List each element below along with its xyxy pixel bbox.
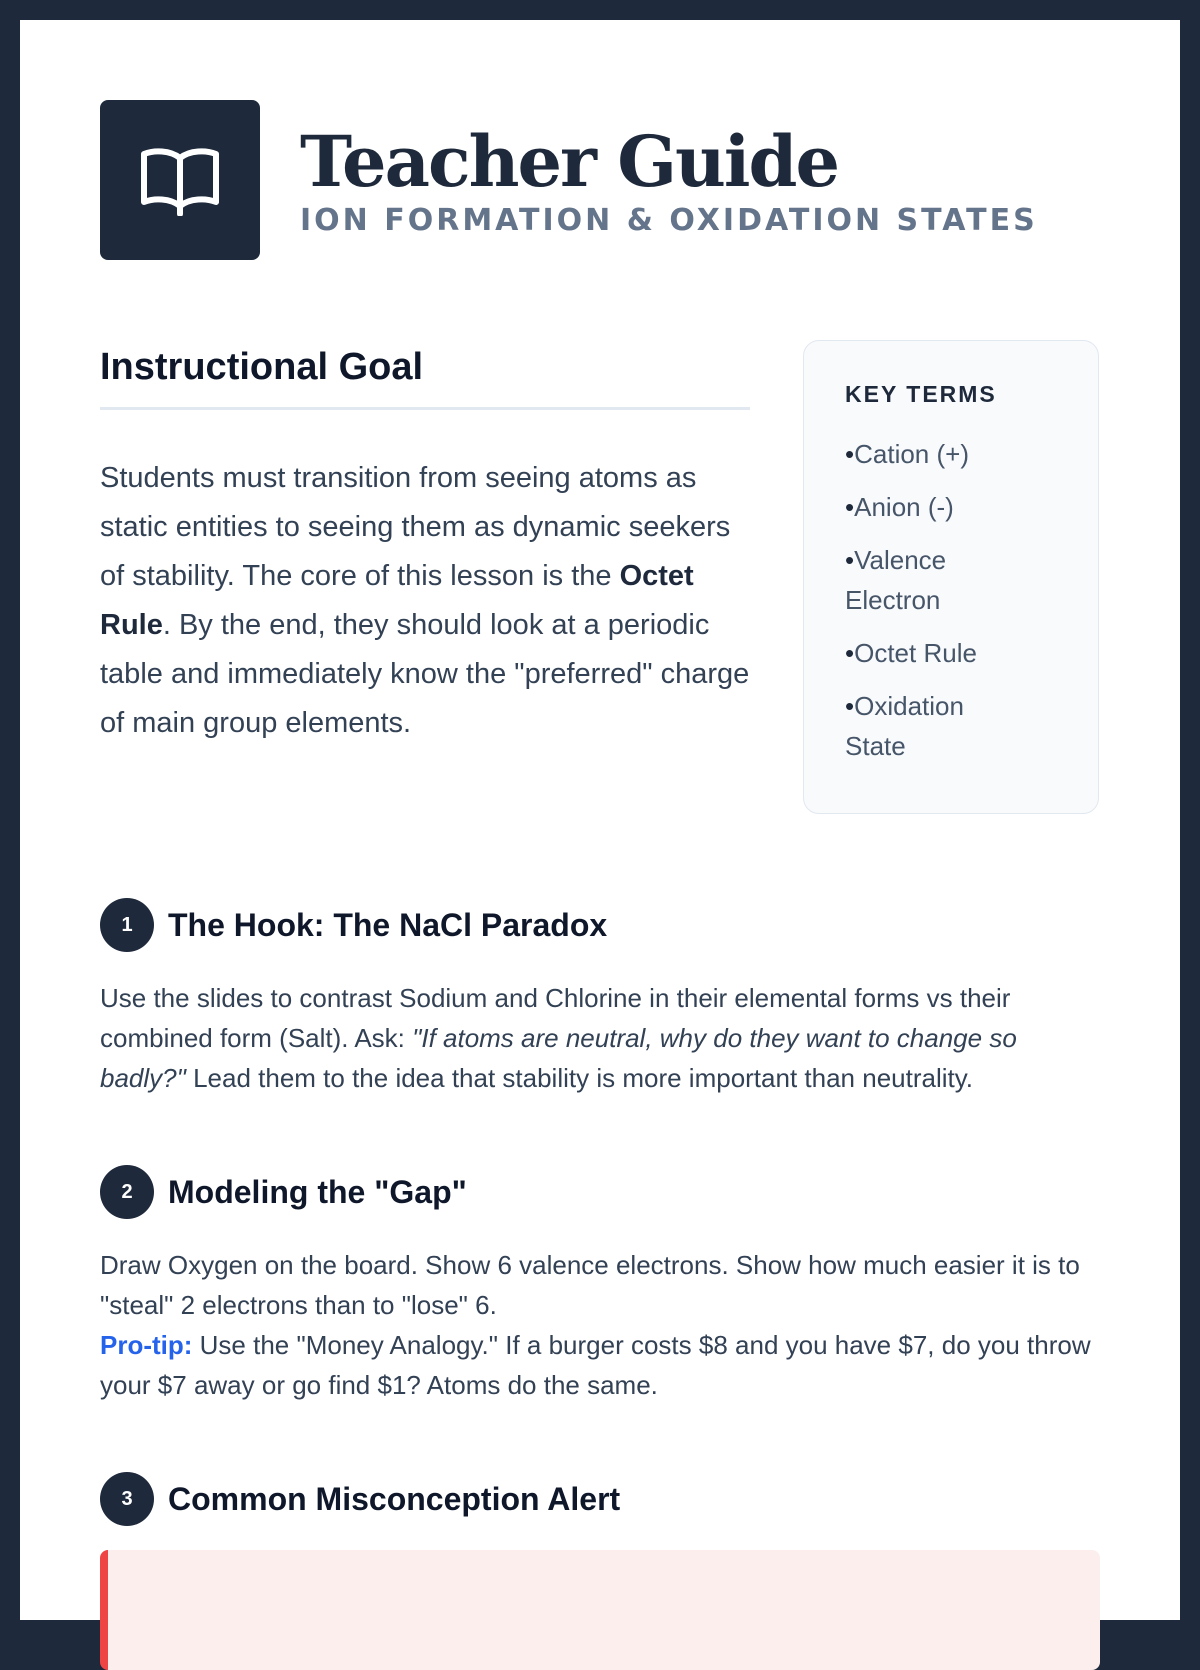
instructional-goal-text [100, 454, 750, 748]
step-number-badge: 3 [100, 1472, 154, 1526]
key-term-item: • Anion (-) [845, 487, 1058, 527]
key-terms-list [845, 434, 1058, 766]
guide-header [100, 100, 1100, 260]
step-text [100, 978, 1100, 1098]
key-term-item: • Valence Electron [845, 540, 995, 620]
step-text-question: "If atoms are neutral, why do they want to change so badly?" [100, 1023, 1017, 1093]
book-open-icon-graphic [140, 144, 220, 216]
step-text-part: Draw Oxygen on the board. Show 6 valence electrons. Show how much easier it is to "steal" 2 electrons than to "lose" 6. [100, 1250, 1080, 1320]
step-1-section [100, 898, 1100, 1098]
step-title: Modeling the "Gap" [168, 1173, 467, 1210]
step-text-part: Lead them to the idea that stability is more important than neutrality. [185, 1063, 974, 1093]
step-number-badge: 2 [100, 1165, 154, 1219]
protip-label: Pro-tip: [100, 1330, 193, 1360]
step-2-section [100, 1165, 1100, 1405]
instructional-goal-heading: Instructional Goal [100, 340, 750, 410]
misconception-alert-box [100, 1550, 1100, 1670]
key-term-item: • Oxidation State [845, 686, 995, 766]
instructional-goal-section [100, 340, 750, 748]
page-title: Teacher Guide [300, 119, 838, 203]
goal-text-part: Students must transition from seeing atoms as static entities to seeing them as dynamic seekers of stability. The core of this lesson is the [100, 462, 731, 592]
step-number-badge: 1 [100, 898, 154, 952]
goal-text-part: . By the end, they should look at a periodic table and immediately know the "preferred" charge of main group elements. [100, 609, 750, 739]
book-open-icon [100, 100, 260, 260]
key-term-item: • Cation (+) [845, 434, 1058, 474]
key-terms-title: KEY TERMS [845, 381, 997, 407]
step-text-part: Use the slides to contrast Sodium and Chlorine in their elemental forms vs their combined form (Salt). Ask: [100, 983, 1011, 1053]
step-title: The Hook: The NaCl Paradox [168, 906, 608, 943]
key-term-item: • Octet Rule [845, 633, 1058, 673]
key-terms-panel [803, 340, 1099, 814]
guide-page [20, 20, 1180, 1620]
step-title: Common Misconception Alert [168, 1480, 621, 1517]
step-text [100, 1245, 1100, 1405]
step-3-section [100, 1472, 1100, 1526]
protip-text: Use the "Money Analogy." If a burger costs $8 and you have $7, do you throw your $7 away or go find $1? Atoms do the same. [100, 1330, 1091, 1400]
page-subtitle: ION FORMATION & OXIDATION STATES [300, 202, 1038, 238]
goal-text-bold: Octet Rule [100, 560, 694, 641]
